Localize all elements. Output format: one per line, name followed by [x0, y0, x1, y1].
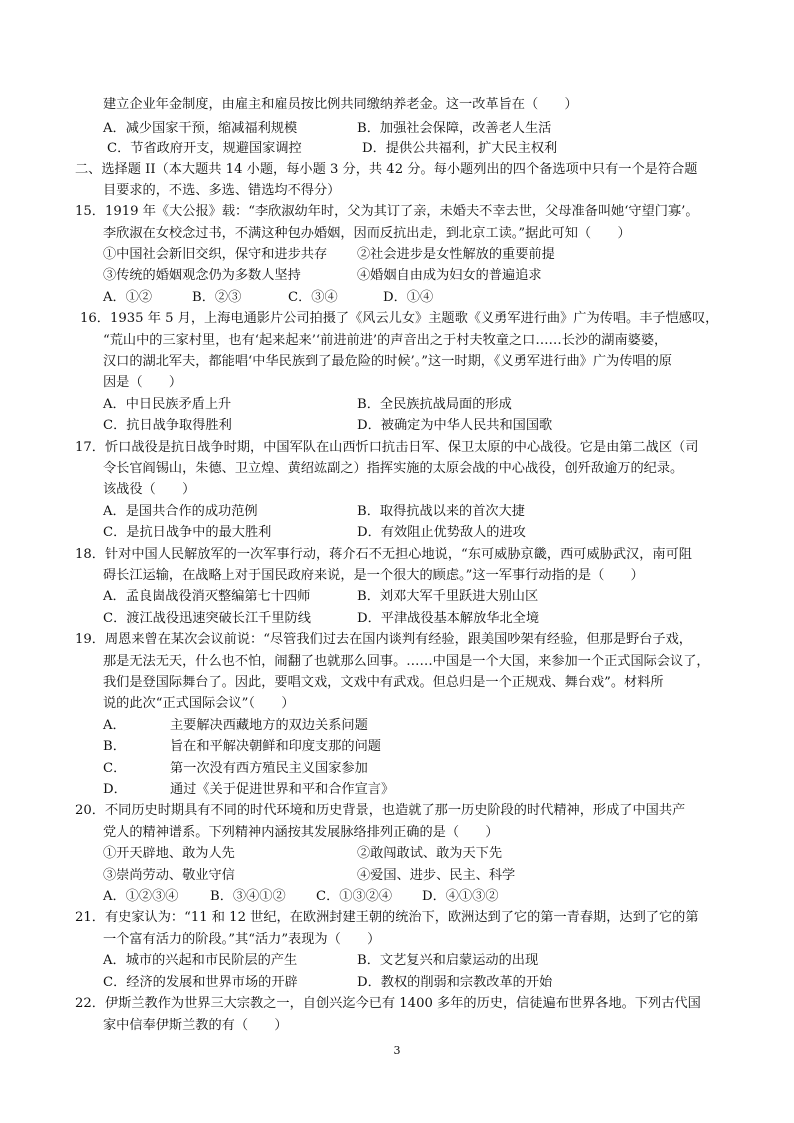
option-d: D．有效阻止优势敌人的进攻 — [357, 525, 526, 540]
question-16-line-4: 因是（ ） — [103, 375, 183, 390]
page-number: 3 — [393, 1044, 401, 1057]
option-d-letter: D． — [103, 782, 127, 797]
option-d: D．被确定为中华人民共和国国歌 — [357, 418, 553, 433]
question-16-line-1: 16．1935 年 5 月，上海电通影片公司拍摄了《风云儿女》主题歌《义勇军进行曲》广为传唱。丰子恺感叹， — [80, 311, 719, 326]
option-b: B．文艺复兴和启蒙运动的出现 — [357, 953, 539, 968]
option-a: 主要解决西藏地方的双边关系问题 — [170, 718, 368, 733]
option-d: D．④①③② — [422, 889, 499, 904]
statement-2: ②社会进步是女性解放的重要前提 — [357, 247, 555, 262]
question-19-line-2: 那是无法无天，什么也不怕，闹翻了也就那么回事。……中国是一个大国，来参加一个正式国际会议了， — [103, 654, 710, 669]
statement-1: ①中国社会新旧交织，保守和进步共存 — [103, 247, 328, 262]
option-d: D．教权的削弱和宗教改革的开始 — [357, 975, 553, 990]
question-15-line-2: 李欣淑在女校念过书，不满这种包办婚姻，因而反抗出走，到北京工读。”据此可知（ ） — [103, 226, 631, 241]
statement-3: ③传统的婚姻观念仍为多数人坚持 — [103, 268, 301, 283]
option-c: C．经济的发展和世界市场的开辟 — [103, 975, 298, 990]
question-16-line-2: “荒山中的三家村里，也有‘起来起来’‘前进前进’的声音出之于村夫牧童之口……长沙的湖南婆婆， — [103, 333, 668, 348]
option-b: B．取得抗战以来的首次大捷 — [357, 504, 525, 519]
option-d: D．平津战役基本解放华北全境 — [357, 611, 540, 626]
option-a: A．减少国家干预，缩减福利规模 — [103, 121, 298, 136]
statement-4: ④婚姻自由成为妇女的普遍追求 — [357, 268, 542, 283]
option-a: A．城市的兴起和市民阶层的产生 — [103, 953, 298, 968]
option-c-letter: C． — [103, 761, 127, 776]
option-b: B．加强社会保障，改善老人生活 — [357, 121, 552, 136]
option-c: C．节省政府开支，规避国家调控 — [107, 141, 302, 156]
option-b: 旨在和平解决朝鲜和印度支那的问题 — [170, 739, 381, 754]
option-a: A．①② — [103, 290, 153, 305]
option-a: A．中日民族矛盾上升 — [103, 397, 232, 412]
question-21-line-2: 一个富有活力的阶段。”其“活力”表现为（ ） — [103, 932, 381, 947]
option-b-letter: B． — [103, 739, 126, 754]
option-a: A．孟良崮战役消灭整编第七十四师 — [103, 589, 311, 604]
question-20-line-2: 党人的精神谱系。下列精神内涵按其发展脉络排列正确的是（ ） — [103, 825, 499, 840]
option-a: A．①②③④ — [103, 889, 179, 904]
option-c: C．渡江战役迅速突破长江千里防线 — [103, 611, 311, 626]
question-17-line-3: 该战役（ ） — [103, 482, 196, 497]
option-d: D．提供公共福利，扩大民主权利 — [362, 141, 558, 156]
question-18-line-1: 18．针对中国人民解放军的一次军事行动，蒋介石不无担心地说，“东可威胁京畿，西可威胁武汉，南可阻 — [75, 547, 692, 562]
question-19-line-4: 说的此次“正式国际会议”（ ） — [103, 696, 295, 711]
question-15-line-1: 15．1919 年《大公报》载：“李欣淑幼年时，父为其订了亲，未婚夫不幸去世，父母准备叫她‘守望门寡’。 — [75, 204, 699, 219]
statement-4: ④爱国、进步、民主、科学 — [357, 868, 516, 883]
question-19-line-1: 19．周恩来曾在某次会议前说：“尽管我们过去在国内谈判有经验，跟美国吵架有经验，但那是野台子戏， — [75, 632, 692, 647]
statement-1: ①开天辟地、敢为人先 — [103, 846, 235, 861]
section-heading: 二、选择题 II（本大题共 14 小题，每小题 3 分，共 42 分。每小题列出的四个备选项中只有一个是符合题 — [75, 162, 698, 177]
option-b: B．②③ — [192, 290, 242, 305]
option-b: B．全民族抗战局面的形成 — [357, 397, 512, 412]
option-d: 通过《关于促进世界和平和合作宣言》 — [170, 782, 395, 797]
option-d: D．①④ — [383, 290, 434, 305]
statement-2: ②敢闯敢试、敢为天下先 — [357, 846, 503, 861]
question-17-line-1: 17．忻口战役是抗日战争时期，中国军队在山西忻口抗击日军、保卫太原的中心战役。它是由第二战区（司 — [75, 440, 699, 455]
section-heading-cont: 目要求的，不选、多选、错选均不得分） — [103, 183, 341, 198]
question-18-line-2: 碍长江运输，在战略上对于国民政府来说，是一个很大的顾虑。”这一军事行动指的是（ ） — [103, 568, 644, 583]
option-b: B．③④①② — [210, 889, 286, 904]
option-c: C．③④ — [288, 290, 338, 305]
question-21-line-1: 21．有史家认为：“11 和 12 世纪，在欧洲封建王朝的统治下，欧洲达到了它的第一青春期，达到了它的第 — [75, 910, 699, 925]
option-c: 第一次没有西方殖民主义国家参加 — [170, 761, 368, 776]
option-a-letter: A． — [103, 718, 126, 733]
option-b: B．刘邓大军千里跃进大别山区 — [357, 589, 539, 604]
statement-3: ③崇尚劳动、敬业守信 — [103, 868, 235, 883]
question-20-line-1: 20．不同历史时期具有不同的时代环境和历史背景，也造就了那一历史阶段的时代精神，形成了中国共产 — [75, 803, 686, 818]
question-22-line-2: 家中信奉伊斯兰教的有（ ） — [103, 1018, 288, 1033]
option-c: C．抗日战争取得胜利 — [103, 418, 232, 433]
option-a: A．是国共合作的成功范例 — [103, 504, 258, 519]
option-c: C．是抗日战争中的最大胜利 — [103, 525, 272, 540]
question-text-line: 建立企业年金制度，由雇主和雇员按比例共同缴纳养老金。这一改革旨在（ ） — [103, 97, 578, 112]
question-19-line-3: 我们是登国际舞台了。因此，要唱文戏，文戏中有武戏。但总归是一个正规戏、舞台戏”。材料所 — [103, 675, 664, 690]
question-22-line-1: 22．伊斯兰教作为世界三大宗教之一，自创兴迄今已有 1400 多年的历史，信徒遍布世界各地。下列古代国 — [75, 996, 701, 1011]
question-16-line-3: 汉口的湖北军夫，都能唱‘中华民族到了最危险的时候’。”这一时期，《义勇军进行曲》广为传唱的原 — [103, 354, 672, 369]
option-c: C．①③②④ — [316, 889, 393, 904]
question-17-line-2: 令长官阎锡山，朱德、卫立煌、黄绍竑副之）指挥实施的太原会战的中心战役，创歼敌逾万的纪录。 — [103, 461, 684, 476]
